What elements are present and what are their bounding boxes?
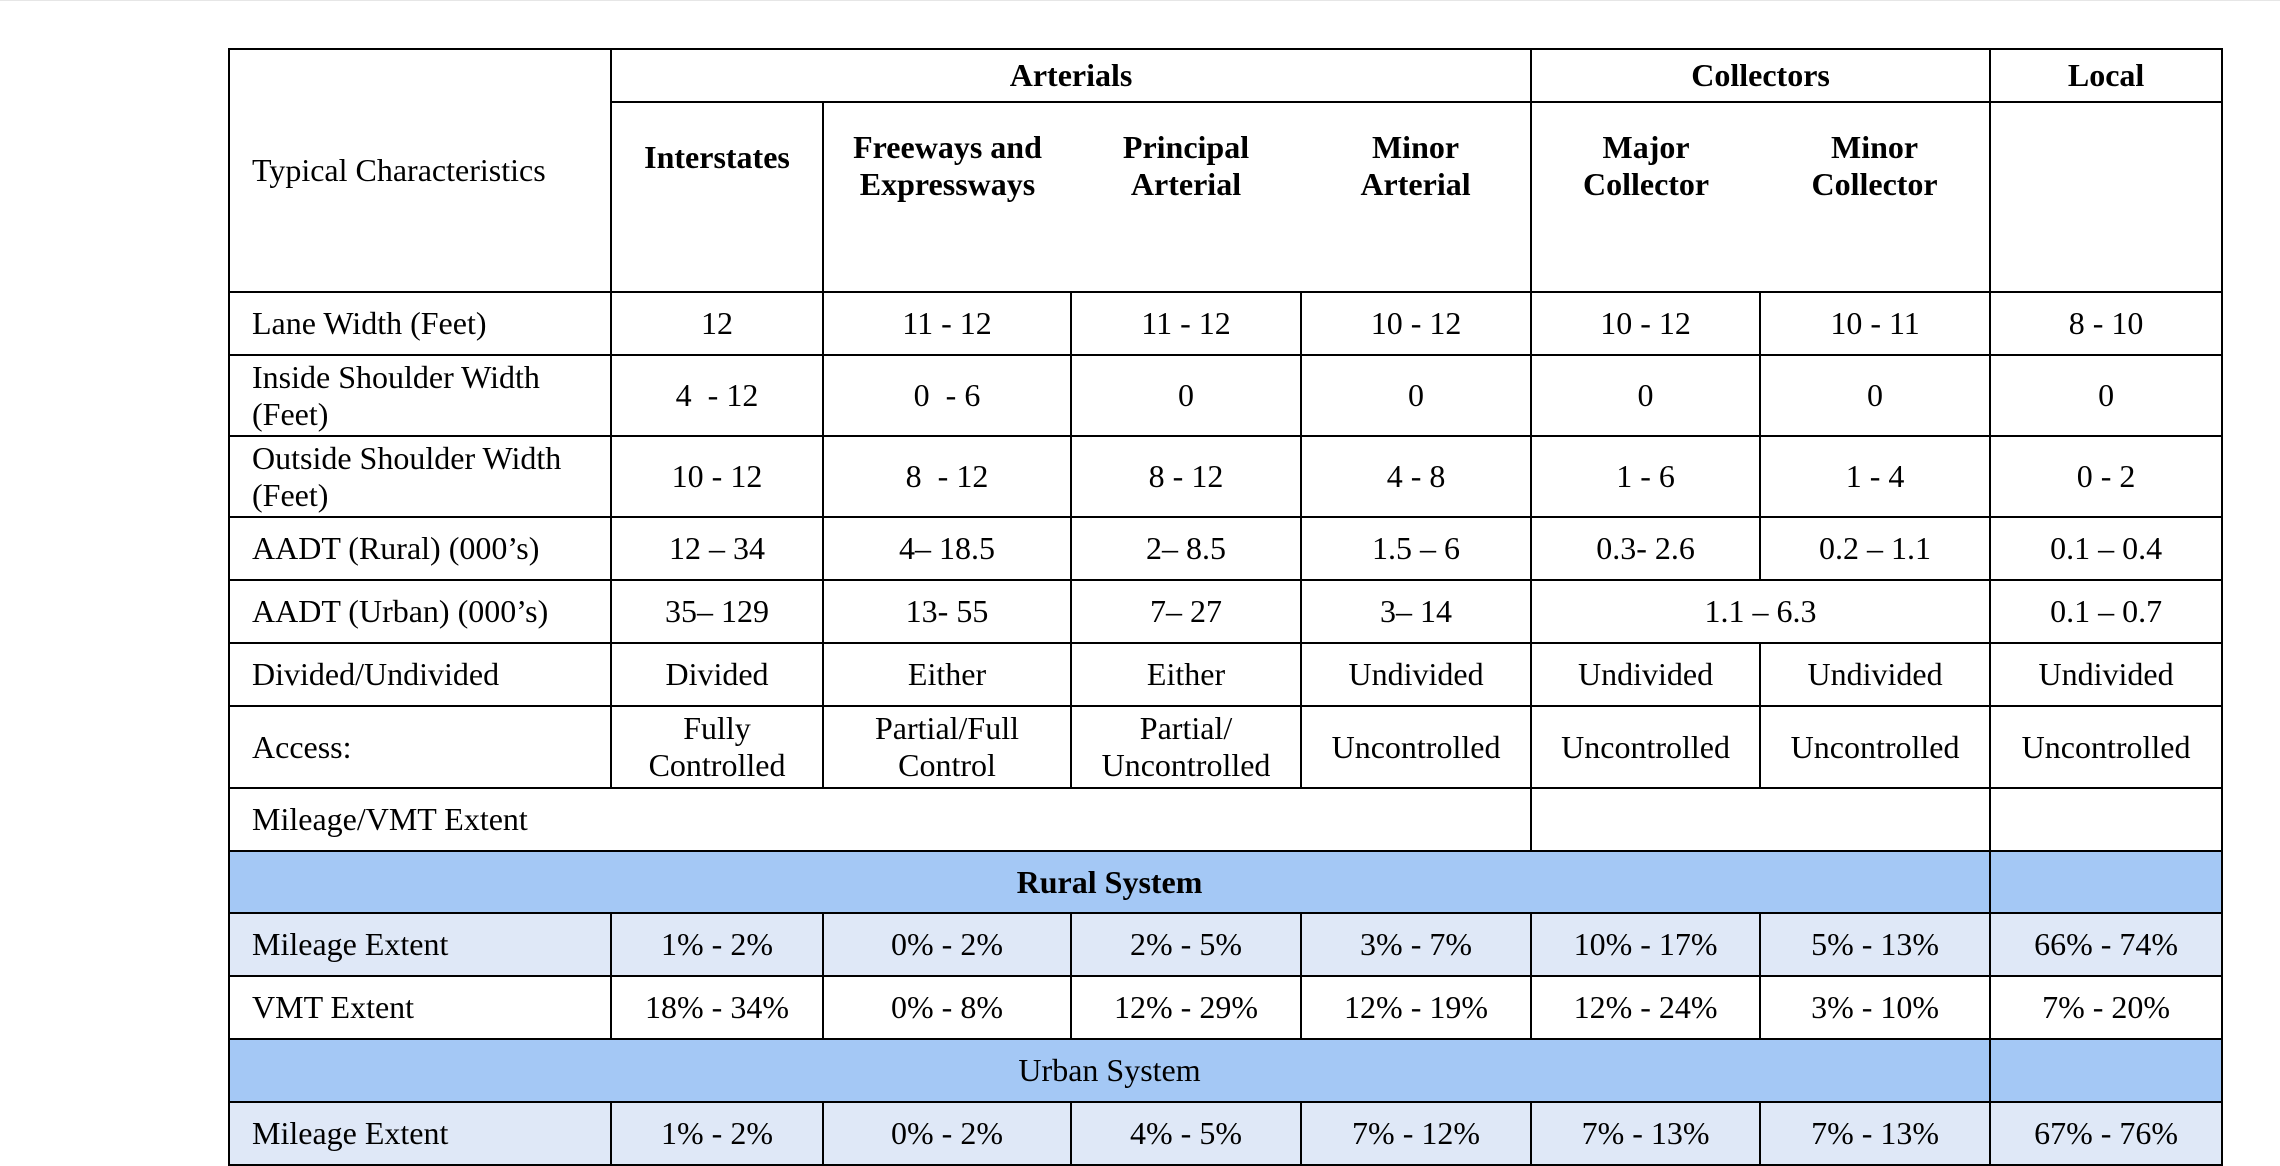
row-label: Mileage/VMT Extent [229, 788, 1531, 851]
row-label [229, 436, 611, 517]
table-cell: 10 - 12 [1531, 292, 1760, 355]
table-cell: 0 - 6 [823, 355, 1071, 436]
section-band-blank [1990, 1039, 2222, 1102]
table-cell: 0% - 2% [823, 1102, 1071, 1165]
column-header-principal-arterial [1071, 102, 1301, 292]
group-header-arterials: Arterials [611, 49, 1531, 102]
table-cell: 0 [1301, 355, 1531, 436]
table-cell: Divided [611, 643, 823, 706]
column-header-principal-line2: Arterial [1130, 166, 1242, 202]
functional-classification-table [228, 48, 2223, 1166]
table-cell: 8 - 12 [1071, 436, 1301, 517]
table-cell: 1 - 6 [1531, 436, 1760, 517]
table-cell: 3% - 10% [1760, 976, 1990, 1039]
column-header-interstates-text: Interstates [644, 138, 790, 175]
table-row [229, 1102, 2222, 1165]
table-cell: 7% - 13% [1531, 1102, 1760, 1165]
table-cell: 0 [1531, 355, 1760, 436]
table-cell: Uncontrolled [1760, 706, 1990, 788]
table-cell: 4% - 5% [1071, 1102, 1301, 1165]
row-label [229, 355, 611, 436]
table-cell [823, 706, 1071, 788]
table-cell: 12% - 19% [1301, 976, 1531, 1039]
column-header-major-collector [1531, 102, 1760, 292]
table-cell: 0% - 2% [823, 913, 1071, 976]
table-cell: 3% - 7% [1301, 913, 1531, 976]
table-cell: Either [823, 643, 1071, 706]
table-cell: 12% - 24% [1531, 976, 1760, 1039]
column-header-major-col-line2: Collector [1582, 166, 1710, 202]
table-cell-blank [1990, 788, 2222, 851]
table-cell: 0.1 – 0.7 [1990, 580, 2222, 643]
column-header-minor-col-line2: Collector [1811, 166, 1938, 202]
table-cell [611, 706, 823, 788]
table-cell-merged: 1.1 – 6.3 [1531, 580, 1990, 643]
cell-line2: Control [898, 747, 996, 783]
cell-line2: Uncontrolled [1101, 747, 1271, 783]
cell-line2: Controlled [648, 747, 786, 783]
table-cell: Uncontrolled [1990, 706, 2222, 788]
table-cell-blank [1531, 788, 1990, 851]
table-row [229, 436, 2222, 517]
table-cell: 0 [1990, 355, 2222, 436]
table-cell: 0 [1760, 355, 1990, 436]
table-row [229, 580, 2222, 643]
table-cell: 1 - 4 [1760, 436, 1990, 517]
table-row [229, 913, 2222, 976]
table-cell: 10 - 12 [1301, 292, 1531, 355]
table-cell: 67% - 76% [1990, 1102, 2222, 1165]
table-cell: 0 - 2 [1990, 436, 2222, 517]
table-cell: 7% - 13% [1760, 1102, 1990, 1165]
row-label: Divided/Undivided [229, 643, 611, 706]
column-header-freeways-line2: Expressways [859, 166, 1036, 202]
column-header-major-collector-text [1536, 129, 1756, 265]
column-header-freeways [823, 102, 1071, 292]
row-label-line2: (Feet) [252, 476, 329, 513]
group-header-local: Local [1990, 49, 2222, 102]
row-label-line2: (Feet) [252, 395, 329, 432]
column-header-principal-line1: Principal [1122, 129, 1250, 165]
table-cell: 0.1 – 0.4 [1990, 517, 2222, 580]
table-cell: 3– 14 [1301, 580, 1531, 643]
table-cell: 4 - 12 [611, 355, 823, 436]
header-group-row [229, 49, 2222, 102]
table-cell: 0.2 – 1.1 [1760, 517, 1990, 580]
table-cell: 12 – 34 [611, 517, 823, 580]
row-label-line1: Outside Shoulder Width [252, 439, 562, 476]
row-label: AADT (Urban) (000’s) [229, 580, 611, 643]
row-label-line1: Inside Shoulder Width [252, 358, 540, 395]
table-cell: 35– 129 [611, 580, 823, 643]
table-cell: 7% - 20% [1990, 976, 2222, 1039]
table-row [229, 788, 2222, 851]
row-label: Mileage Extent [229, 1102, 611, 1165]
header-corner-label: Typical Characteristics [229, 49, 611, 292]
table-cell: Undivided [1990, 643, 2222, 706]
table-cell: 0.3- 2.6 [1531, 517, 1760, 580]
table-cell: Undivided [1760, 643, 1990, 706]
top-divider [0, 0, 2280, 1]
section-band-row [229, 1039, 2222, 1102]
table-cell: 12 [611, 292, 823, 355]
table-row [229, 355, 2222, 436]
table-cell: 10% - 17% [1531, 913, 1760, 976]
table-cell: 18% - 34% [611, 976, 823, 1039]
table-row [229, 976, 2222, 1039]
table-cell: 1% - 2% [611, 913, 823, 976]
table-cell: 8 - 12 [823, 436, 1071, 517]
column-header-principal-arterial-text [1075, 129, 1297, 265]
table-cell: 1.5 – 6 [1301, 517, 1531, 580]
table-row [229, 706, 2222, 788]
table-cell: 8 - 10 [1990, 292, 2222, 355]
table-cell: 13- 55 [823, 580, 1071, 643]
table-cell: Undivided [1531, 643, 1760, 706]
column-header-minor-col-line1: Minor [1831, 129, 1919, 165]
table-cell: 11 - 12 [1071, 292, 1301, 355]
table-cell: 4 - 8 [1301, 436, 1531, 517]
table-row [229, 643, 2222, 706]
column-header-minor-collector [1760, 102, 1990, 292]
cell-line1: Fully [683, 710, 751, 746]
table-cell: 4– 18.5 [823, 517, 1071, 580]
row-label: Mileage Extent [229, 913, 611, 976]
section-band-blank [1990, 851, 2222, 913]
table-cell: 10 - 11 [1760, 292, 1990, 355]
cell-line1: Partial/ [1139, 710, 1233, 746]
section-band-row [229, 851, 2222, 913]
table-row [229, 517, 2222, 580]
group-header-collectors: Collectors [1531, 49, 1990, 102]
row-label: Access: [229, 706, 611, 788]
table-cell: 10 - 12 [611, 436, 823, 517]
table-cell [1071, 706, 1301, 788]
table-cell: 1% - 2% [611, 1102, 823, 1165]
table-cell: 2– 8.5 [1071, 517, 1301, 580]
column-header-interstates [611, 102, 823, 292]
column-header-minor-collector-text [1764, 129, 1985, 265]
section-title-rural: Rural System [229, 851, 1990, 913]
row-label: AADT (Rural) (000’s) [229, 517, 611, 580]
column-header-minor-arterial-text [1305, 129, 1526, 265]
column-header-minor-line1: Minor [1371, 129, 1460, 165]
table-cell: 11 - 12 [823, 292, 1071, 355]
table-cell: Uncontrolled [1531, 706, 1760, 788]
table-cell: Undivided [1301, 643, 1531, 706]
row-label: VMT Extent [229, 976, 611, 1039]
table-cell: Uncontrolled [1301, 706, 1531, 788]
table-cell: 7– 27 [1071, 580, 1301, 643]
section-title-urban: Urban System [229, 1039, 1990, 1102]
cell-line1: Partial/Full [875, 710, 1019, 746]
column-header-minor-line2: Arterial [1360, 166, 1471, 202]
table-cell: 2% - 5% [1071, 913, 1301, 976]
table-cell: 5% - 13% [1760, 913, 1990, 976]
table-row [229, 292, 2222, 355]
row-label: Lane Width (Feet) [229, 292, 611, 355]
table-cell: Either [1071, 643, 1301, 706]
table-cell: 66% - 74% [1990, 913, 2222, 976]
table-cell: 0% - 8% [823, 976, 1071, 1039]
table-cell: 12% - 29% [1071, 976, 1301, 1039]
column-header-freeways-text [828, 129, 1067, 265]
table-cell: 0 [1071, 355, 1301, 436]
column-header-freeways-line1: Freeways and [853, 129, 1042, 165]
column-header-local-blank [1990, 102, 2222, 292]
table-cell: 7% - 12% [1301, 1102, 1531, 1165]
column-header-major-col-line1: Major [1602, 129, 1690, 165]
column-header-minor-arterial [1301, 102, 1531, 292]
